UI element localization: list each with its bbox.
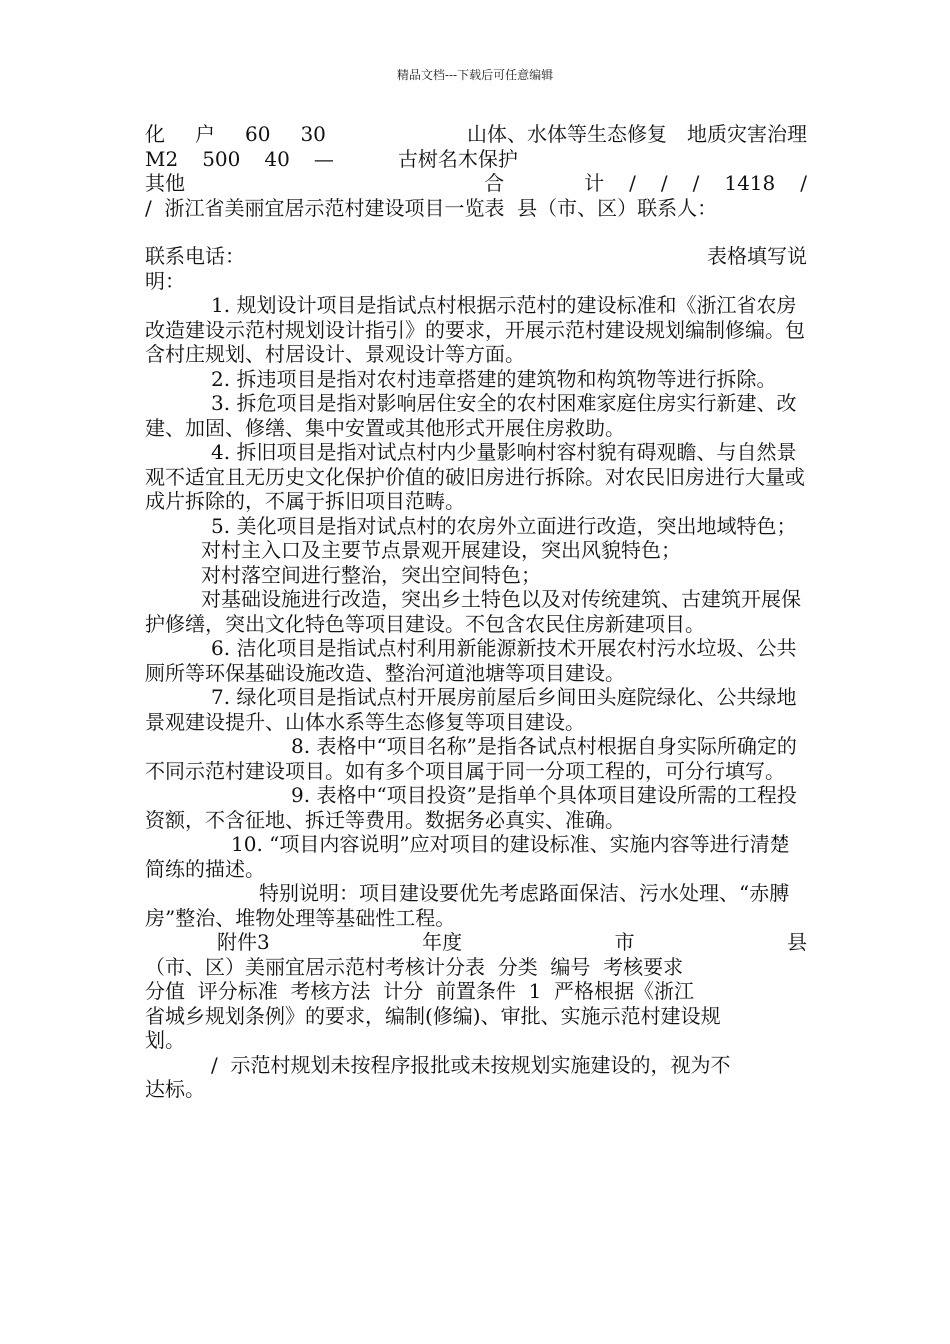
note-5b: 对村落空间进行整治，突出空间特色； [201, 562, 541, 587]
cell: 合 [484, 171, 505, 195]
attachment-title-row [145, 930, 807, 955]
cell: 500 [202, 146, 241, 171]
attachment-line-3: 分值 评分标准 考核方法 计分 前置条件 1 严格根据《浙江 [145, 979, 695, 1003]
attachment-line-5: 划。 [145, 1028, 185, 1052]
contact-row [145, 244, 807, 269]
note-6: 6. 洁化项目是指试点村利用新能源新技术开展农村污水垃圾、公共厕所等环保基础设施改造、整治河道池塘等项目建设。 [145, 636, 797, 685]
special-note: 特别说明：项目建设要优先考虑路面保洁、污水处理、“赤膊房”整治、堆物处理等基础性工程。 [145, 881, 790, 930]
note-8: 8. 表格中“项目名称”是指各试点村根据自身实际所确定的不同示范村建设项目。如有多个项目属于同一分项工程的，可分行填写。 [145, 734, 797, 783]
attachment-line-6: / 示范村规划未按程序报批或未按规划实施建设的，视为不 [211, 1052, 731, 1077]
table-row-3 [145, 171, 807, 196]
table-title-line: / 浙江省美丽宜居示范村建设项目一览表 县（市、区）联系人： [145, 195, 718, 220]
note-3: 3. 拆危项目是指对影响居住安全的农村困难家庭住房实行新建、改建、加固、修缮、集中安置或其他形式开展住房救助。 [145, 391, 797, 440]
attachment-line-2: （市、区）美丽宜居示范村考核计分表 分类 编号 考核要求 [145, 954, 684, 979]
cell: 计 [584, 171, 605, 195]
cell: 户 [195, 122, 215, 146]
cell: 30 [300, 122, 326, 146]
note-1: 1. 规划设计项目是指试点村根据示范村的建设标准和《浙江省农房改造建设示范村规划设计指引》的要求，开展示范村建设规划编制修编。包含村庄规划、村居设计、景观设计等方面。 [145, 293, 805, 366]
table-row-1 [145, 122, 807, 147]
cell: / [800, 171, 807, 195]
attachment-line-7: 达标。 [145, 1077, 205, 1101]
cell: 其他 [145, 171, 185, 195]
cell: 山体、水体等生态修复 [467, 122, 667, 146]
cell: 地质灾害治理 [687, 122, 807, 146]
note-2: 2. 拆违项目是指对农村违章搭建的建筑物和构筑物等进行拆除。 [211, 366, 777, 391]
year-label: 年度 [422, 930, 463, 954]
cell: 古树名木保护 [397, 146, 518, 171]
note-9: 9. 表格中“项目投资”是指单个具体项目建设所需的工程投资额，不含征地、拆迁等费用。数据务必真实、准确。 [145, 783, 797, 832]
cell: 化 [145, 122, 165, 146]
cell: / [629, 171, 636, 195]
note-7: 7. 绿化项目是指试点村开展房前屋后乡间田头庭院绿化、公共绿地景观建设提升、山体水系等生态修复等项目建设。 [145, 685, 797, 734]
cell: M2 [145, 146, 179, 171]
cell: — [313, 146, 334, 171]
instructions-heading: 表格填写说 [707, 244, 807, 268]
document-body [145, 122, 807, 1102]
attachment-line-4: 省城乡规划条例》的要求，编制(修编)、审批、实施示范村建设规 [145, 1003, 721, 1028]
page-header: 精品文档---下载后可任意编辑 [396, 68, 554, 82]
table-row-2 [145, 147, 807, 172]
note-10: 10. “项目内容说明”应对项目的建设标准、实施内容等进行清楚简练的描述。 [145, 832, 790, 881]
contact-phone-label: 联系电话： [145, 244, 245, 268]
attachment-label: 附件3 [217, 930, 270, 954]
note-4: 4. 拆旧项目是指对试点村内少量影响村容村貌有碍观瞻、与自然景观不适宜且无历史文化保护价值的破旧房进行拆除。对农民旧房进行大量或成片拆除的，不属于拆旧项目范畴。 [145, 440, 805, 513]
cell: / [660, 171, 668, 195]
note-5a: 对村主入口及主要节点景观开展建设，突出风貌特色； [201, 538, 681, 562]
cell: 40 [264, 146, 290, 171]
note-5: 5. 美化项目是指对试点村的农房外立面进行改造，突出地域特色； [211, 513, 797, 538]
note-5c: 对基础设施进行改造，突出乡土特色以及对传统建筑、古建筑开展保护修缮，突出文化特色等项目建设。不包含农民住房新建项目。 [145, 587, 801, 636]
cell: / [692, 171, 700, 195]
cell: 1418 [724, 171, 776, 195]
county-label: 县 [787, 930, 807, 954]
city-label: 市 [614, 930, 635, 954]
instructions-heading-tail: 明： [145, 268, 185, 293]
cell: 60 [245, 122, 271, 146]
